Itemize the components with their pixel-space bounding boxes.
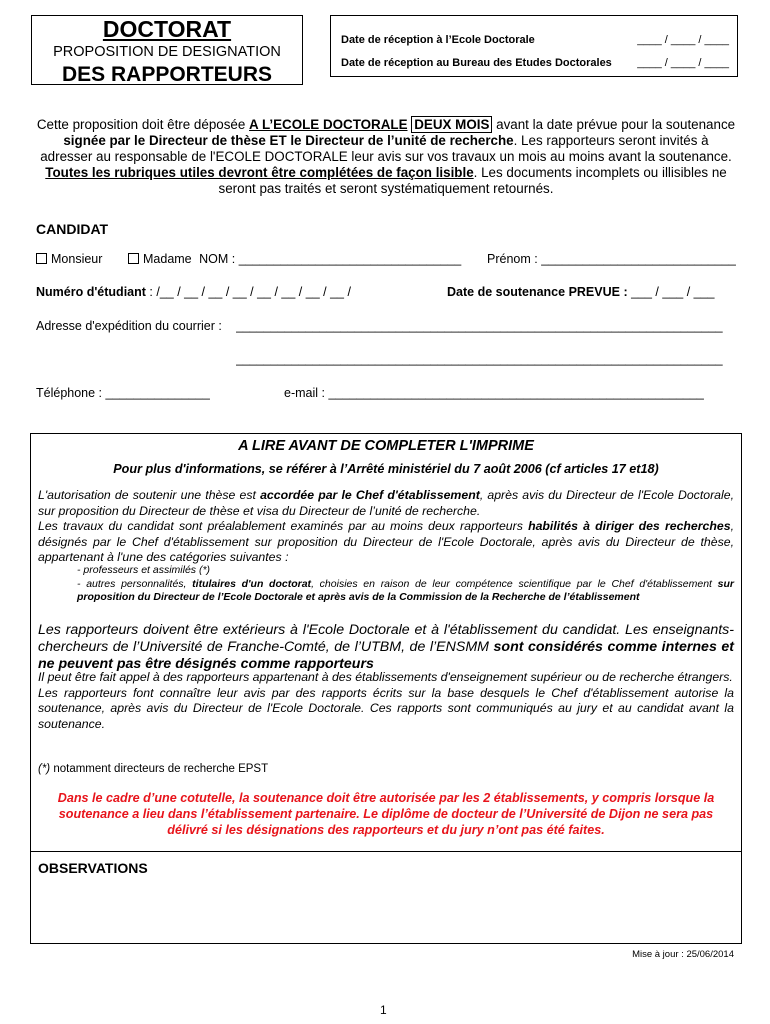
madame-checkbox[interactable]	[128, 253, 139, 264]
soutenance-date-field[interactable]: ___ / ___ / ___	[631, 285, 715, 299]
footnote-text: notamment directeurs de recherche EPST	[50, 763, 269, 775]
email-row	[284, 386, 704, 400]
instructions-emphasis: sont considérés comme internes et ne peuvent pas être désignés comme rapporteurs	[38, 639, 734, 672]
email-label: e-mail :	[284, 386, 325, 400]
instructions-text: Il peut être fait appel à des rapporteurs appartenant à des établissements d'enseignement supérieur ou de recherche étrangers.	[38, 670, 733, 684]
date-label-ecole-doctorale: Date de réception à l’Ecole Doctorale	[341, 34, 535, 46]
update-date: Mise à jour : 25/06/2014	[632, 949, 734, 960]
instructions-external-rule	[38, 622, 734, 673]
telephone-field[interactable]: Téléphone : _______________	[36, 386, 210, 400]
numero-label: Numéro d'étudiant	[36, 285, 146, 299]
date-field-ecole-doctorale[interactable]: ____ / ____ / ____	[637, 34, 729, 46]
adresse-field-2[interactable]: ______________________________________________________________________	[236, 352, 723, 366]
intro-text: avant la date prévue pour la soutenance	[492, 117, 736, 132]
adresse-field-1[interactable]: ______________________________________________________________________	[236, 319, 723, 333]
instructions-category-list	[77, 564, 734, 605]
numero-row	[36, 285, 351, 299]
footnote-marker: (*)	[38, 763, 51, 775]
monsieur-checkbox[interactable]	[36, 253, 47, 264]
soutenance-label: Date de soutenance PREVUE :	[447, 285, 628, 299]
observations-divider	[31, 851, 741, 852]
intro-text: . Les rapporteurs seront invités à adresser au responsable de l'ECOLE DOCTORALE leur avis sur vos travaux un mois au moins avant la soutenance.	[40, 133, 732, 164]
section-title-observations: OBSERVATIONS	[38, 860, 148, 876]
instructions-emphasis: habilités à diriger des recherches	[528, 519, 731, 533]
instructions-text: Les travaux du candidat sont préalablement examinés par au moins deux rapporteurs	[38, 519, 529, 533]
form-title-doctorat: DOCTORAT	[102, 16, 232, 42]
instructions-paragraph-main	[38, 488, 734, 566]
date-row-ecole-doctorale	[341, 34, 729, 46]
instructions-subtitle: Pour plus d'informations, se référer à l’Arrêté ministériel du 7 août 2006 (cf articles 17 et18)	[113, 462, 659, 476]
list-item	[77, 578, 734, 605]
date-label-bureau: Date de réception au Bureau des Etudes Doctorales	[341, 57, 612, 69]
instructions-emphasis: titulaires d'un doctorat	[192, 577, 312, 590]
intro-text: . Les documents incomplets ou illisibles ne seront pas traités et seront systématiquement retournés.	[218, 165, 727, 196]
instructions-footnote	[38, 763, 734, 775]
intro-ecole-doctorale: A L’ECOLE DOCTORALE	[249, 117, 408, 132]
instructions-text: Les rapporteurs font connaître leur avis par des rapports écrits sur la base desquels le Chef d'établissement autorise la soutenance, après avis du Directeur de l'Ecole Doctorale. Ces rapports sont communiqués au jury et au candidat avant la soutenance.	[38, 685, 734, 731]
instructions-box	[30, 433, 742, 944]
form-title-subtitle: PROPOSITION DE DESIGNATION	[53, 44, 281, 60]
section-title-candidat: CANDIDAT	[36, 221, 109, 237]
madame-label: Madame	[143, 252, 192, 266]
reception-dates-box	[330, 15, 738, 77]
nom-field[interactable]: NOM : ________________________________	[199, 252, 462, 266]
intro-signature-requirement: signée par le Directeur de thèse ET le Directeur de l’unité de recherche	[63, 133, 514, 148]
monsieur-label: Monsieur	[51, 252, 103, 266]
adresse-label: Adresse d'expédition du courrier :	[36, 319, 222, 333]
instructions-emphasis: sur proposition du Directeur de l’Ecole Doctorale et après avis de la Commission de la Recherche de l’établissement	[77, 577, 734, 603]
intro-text: Cette proposition doit être déposée	[36, 117, 250, 132]
instructions-title: A LIRE AVANT DE COMPLETER L'IMPRIME	[238, 438, 534, 454]
soutenance-row	[447, 285, 715, 299]
instructions-text: Les rapporteurs doivent être extérieurs à l'Ecole Doctorale et à l'établissement du candidat. Les enseignants-chercheurs de l’Université de Franche-Comté, de l’UTBM, de l’ENSMM	[38, 622, 734, 655]
instructions-text: , choisies en raison de leur compétence scientifique par le Chef d'établissement	[311, 577, 718, 590]
civility-row	[36, 252, 102, 266]
prenom-field[interactable]: ____________________________	[541, 252, 736, 266]
form-title-rapporteurs: DES RAPPORTEURS	[61, 63, 273, 86]
instructions-paragraph-rest	[38, 670, 734, 732]
intro-paragraph	[36, 117, 736, 197]
form-title-box	[31, 15, 303, 85]
instructions-text: , après avis du Directeur de l'Ecole Doctorale, sur proposition du Directeur de thèse et visa du Directeur de l’unité de recherche.	[38, 488, 734, 518]
intro-legibility-requirement: Toutes les rubriques utiles devront être complétées de façon lisible	[45, 165, 474, 180]
prenom-row	[487, 252, 736, 266]
instructions-emphasis: accordée par le Chef d'établissement	[260, 488, 480, 502]
instructions-text: - autres personnalités,	[77, 577, 193, 590]
page-number: 1	[380, 1003, 387, 1017]
civility-row-madame	[128, 252, 461, 266]
date-field-bureau[interactable]: ____ / ____ / ____	[637, 57, 729, 69]
list-item: - professeurs et assimilés (*)	[77, 564, 211, 576]
cotutelle-warning: Dans le cadre d’une cotutelle, la soutenance doit être autorisée par les 2 établissements, y compris lorsque la soutenance a lieu dans l’établissement partenaire. Le diplôme de docteur de l’Université de Dijon ne sera pas délivré si les désignations des rapporteurs et du jury n’ont pas été faites.	[57, 791, 715, 837]
prenom-label: Prénom :	[487, 252, 538, 266]
instructions-text: , désignés par le Chef d'établissement sur proposition du Directeur de l'Ecole Doctorale, après avis du Directeur de thèse, appartenant à l'une des catégories suivantes :	[38, 519, 734, 564]
instructions-text: L'autorisation de soutenir une thèse est	[38, 488, 261, 502]
date-row-bureau	[341, 57, 729, 69]
email-field[interactable]: ______________________________________________________	[328, 386, 704, 400]
intro-deux-mois-badge: DEUX MOIS	[411, 116, 492, 133]
numero-field[interactable]: : /__ / __ / __ / __ / __ / __ / __ / __ /	[145, 285, 351, 299]
